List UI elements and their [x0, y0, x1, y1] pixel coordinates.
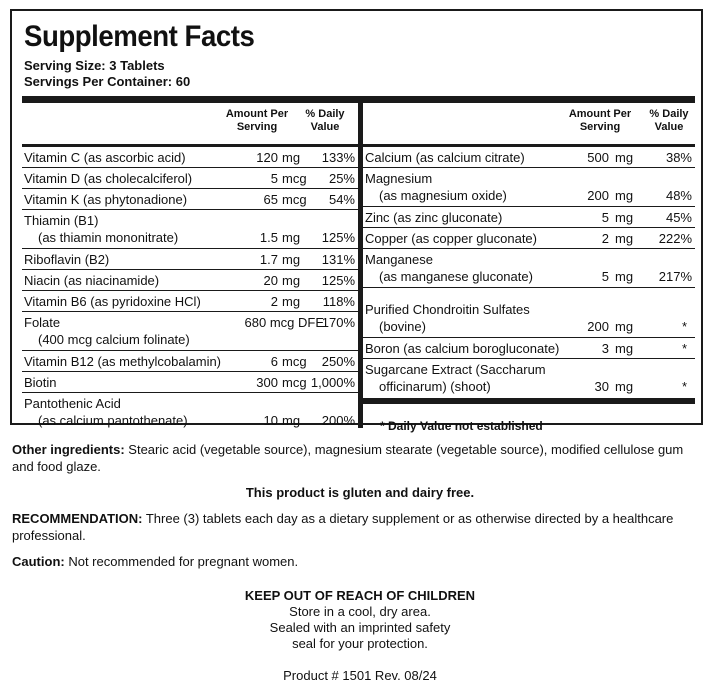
nutrient-row: [22, 372, 358, 392]
amount-unit: mg: [282, 150, 301, 165]
nutrient-name: Sugarcane Extract (Saccharum: [365, 362, 546, 377]
amount-unit: mg: [282, 273, 301, 288]
gluten-dairy-free-statement: This product is gluten and dairy free.: [245, 485, 475, 500]
amount-unit: mg: [615, 379, 634, 394]
panel-title: Supplement Facts: [24, 20, 255, 53]
daily-value-footnote: * Daily Value not established: [380, 419, 543, 433]
amount-per-serving: 10: [263, 413, 278, 428]
nutrient-name: Boron (as calcium borogluconate): [365, 341, 560, 356]
nutrient-row: [22, 270, 358, 290]
keep-out-warning: KEEP OUT OF REACH OF CHILDREN: [244, 588, 476, 603]
amount-per-serving: 5: [601, 269, 609, 284]
amount-unit: mg: [615, 231, 634, 246]
header-line: Value: [654, 121, 684, 133]
daily-value-percent: 250%: [321, 354, 355, 369]
daily-value-percent: 170%: [321, 315, 355, 330]
right-amount-header: [565, 108, 635, 134]
header-rule: [22, 96, 695, 103]
left-dv-header: [299, 108, 351, 134]
other-ingredients-label: Other ingredients:: [12, 442, 125, 457]
nutrient-row: [363, 228, 695, 248]
daily-value-percent: *: [681, 341, 687, 356]
nutrient-name: Vitamin C (as ascorbic acid): [24, 150, 186, 165]
amount-unit: mg: [282, 413, 301, 428]
daily-value-percent: *: [681, 379, 687, 394]
storage-line: Store in a cool, dry area.: [289, 604, 431, 619]
daily-value-percent: *: [681, 319, 687, 334]
nutrient-row: [363, 207, 695, 227]
amount-unit: mg: [615, 150, 634, 165]
daily-value-percent: 200%: [321, 413, 355, 428]
nutrient-row: [22, 312, 358, 350]
amount-unit: mg: [282, 294, 301, 309]
caution-text: Not recommended for pregnant women.: [64, 554, 299, 569]
amount-unit: mcg: [282, 375, 307, 390]
nutrient-row: [22, 168, 358, 188]
other-ingredients-text: Stearic acid (vegetable source), magnesium stearate (vegetable source), modified cellulose gum and food glaze.: [12, 442, 684, 474]
amount-per-serving: 2: [601, 231, 609, 246]
amount-per-serving: 30: [594, 379, 609, 394]
amount-per-serving: 5: [601, 210, 609, 225]
daily-value-percent: 45%: [665, 210, 692, 225]
header-line: Serving: [579, 121, 621, 133]
daily-value-percent: 1,000%: [310, 375, 355, 390]
nutrient-row: [22, 189, 358, 209]
caution: [12, 553, 702, 570]
right-dv-header: [643, 108, 695, 134]
nutrient-row: [363, 249, 695, 287]
amount-unit: mcg: [282, 171, 307, 186]
nutrient-name: Vitamin B12 (as methylcobalamin): [24, 354, 222, 369]
daily-value-percent: 217%: [658, 269, 692, 284]
nutrient-source: (as calcium pantothenate): [38, 413, 188, 428]
nutrient-row: [363, 168, 695, 206]
nutrient-name: Vitamin K (as phytonadione): [24, 192, 188, 207]
header-line: Amount Per: [225, 108, 289, 120]
daily-value-percent: 48%: [665, 188, 692, 203]
nutrient-name: Folate: [24, 315, 61, 330]
nutrient-name: Calcium (as calcium citrate): [365, 150, 525, 165]
daily-value-percent: 118%: [322, 294, 355, 309]
amount-per-serving: 65: [263, 192, 278, 207]
recommendation-label: RECOMMENDATION:: [12, 511, 143, 526]
product-number: Product # 1501 Rev. 08/24: [283, 668, 437, 683]
daily-value-percent: 125%: [321, 230, 355, 245]
nutrient-row: [363, 359, 695, 397]
amount-per-serving: 20: [263, 273, 278, 288]
nutrient-row: [22, 249, 358, 269]
other-ingredients: [12, 441, 702, 475]
nutrient-source: (as thiamin mononitrate): [38, 230, 179, 245]
daily-value-percent: 133%: [321, 150, 355, 165]
caution-label: Caution:: [12, 554, 65, 569]
amount-unit: mg: [282, 230, 301, 245]
nutrient-source: (bovine): [379, 319, 426, 334]
amount-per-serving: 5: [270, 171, 278, 186]
daily-value-percent: 131%: [321, 252, 355, 267]
nutrient-name: Manganese: [365, 252, 433, 267]
nutrient-name: Pantothenic Acid: [24, 396, 121, 411]
amount-per-serving: 2: [270, 294, 278, 309]
amount-per-serving: 680 mcg DFE: [244, 315, 324, 330]
daily-value-percent: 125%: [321, 273, 355, 288]
amount-per-serving: 500: [587, 150, 609, 165]
header-line: Amount Per: [568, 108, 632, 120]
daily-value-percent: 25%: [328, 171, 355, 186]
nutrient-name: Riboflavin (B2): [24, 252, 110, 267]
amount-per-serving: 200: [587, 319, 609, 334]
nutrient-name: Copper (as copper gluconate): [365, 231, 537, 246]
amount-unit: mcg: [282, 192, 307, 207]
nutrient-source: (400 mcg calcium folinate): [38, 332, 190, 347]
nutrient-name: Vitamin B6 (as pyridoxine HCl): [24, 294, 201, 309]
amount-per-serving: 6: [270, 354, 278, 369]
nutrient-row: [363, 299, 695, 337]
header-line: % Daily: [305, 108, 345, 120]
amount-unit: mg: [615, 188, 634, 203]
amount-unit: mcg: [282, 354, 307, 369]
amount-unit: mg: [615, 319, 634, 334]
storage-line: Sealed with an imprinted safety: [269, 620, 451, 635]
amount-per-serving: 300: [256, 375, 278, 390]
storage-line: seal for your protection.: [292, 636, 428, 651]
nutrient-name: Biotin: [24, 375, 57, 390]
nutrient-source: officinarum) (shoot): [379, 379, 491, 394]
amount-per-serving: 200: [587, 188, 609, 203]
nutrient-row: [363, 147, 695, 167]
nutrient-row: [22, 147, 358, 167]
amount-per-serving: 1.5: [259, 230, 278, 245]
daily-value-percent: 54%: [328, 192, 355, 207]
header-line: % Daily: [649, 108, 689, 120]
servings-per-container: Servings Per Container: 60: [24, 74, 191, 89]
nutrient-name: Thiamin (B1): [24, 213, 99, 228]
nutrient-row: [22, 351, 358, 371]
daily-value-percent: 38%: [665, 150, 692, 165]
amount-unit: mg: [615, 269, 634, 284]
recommendation: [12, 510, 702, 544]
nutrient-name: Vitamin D (as cholecalciferol): [24, 171, 193, 186]
amount-per-serving: 120: [256, 150, 278, 165]
nutrient-row: [22, 210, 358, 248]
amount-per-serving: 1.7: [259, 252, 278, 267]
nutrient-row: [22, 393, 358, 431]
header-line: Value: [310, 121, 340, 133]
nutrient-name: Magnesium: [365, 171, 433, 186]
nutrient-source: (as magnesium oxide): [379, 188, 507, 203]
nutrient-row: [363, 338, 695, 358]
nutrient-name: Purified Chondroitin Sulfates: [365, 302, 530, 317]
supplement-facts-panel: [10, 9, 703, 433]
recommendation-text: Three (3) tablets each day as a dietary supplement or as otherwise directed by a healthcare professional.: [12, 511, 674, 543]
serving-size: Serving Size: 3 Tablets: [24, 58, 165, 73]
amount-unit: mg: [615, 210, 634, 225]
nutrient-row: [22, 291, 358, 311]
amount-unit: mg: [282, 252, 301, 267]
header-line: Serving: [236, 121, 278, 133]
amount-unit: mg: [615, 341, 634, 356]
nutrient-name: Niacin (as niacinamide): [24, 273, 160, 288]
daily-value-percent: 222%: [658, 231, 692, 246]
nutrient-name: Zinc (as zinc gluconate): [365, 210, 503, 225]
left-amount-header: [222, 108, 292, 134]
row-rule: [363, 287, 695, 288]
amount-per-serving: 3: [601, 341, 609, 356]
footnote-rule: [363, 398, 695, 404]
nutrient-source: (as manganese gluconate): [379, 269, 533, 284]
